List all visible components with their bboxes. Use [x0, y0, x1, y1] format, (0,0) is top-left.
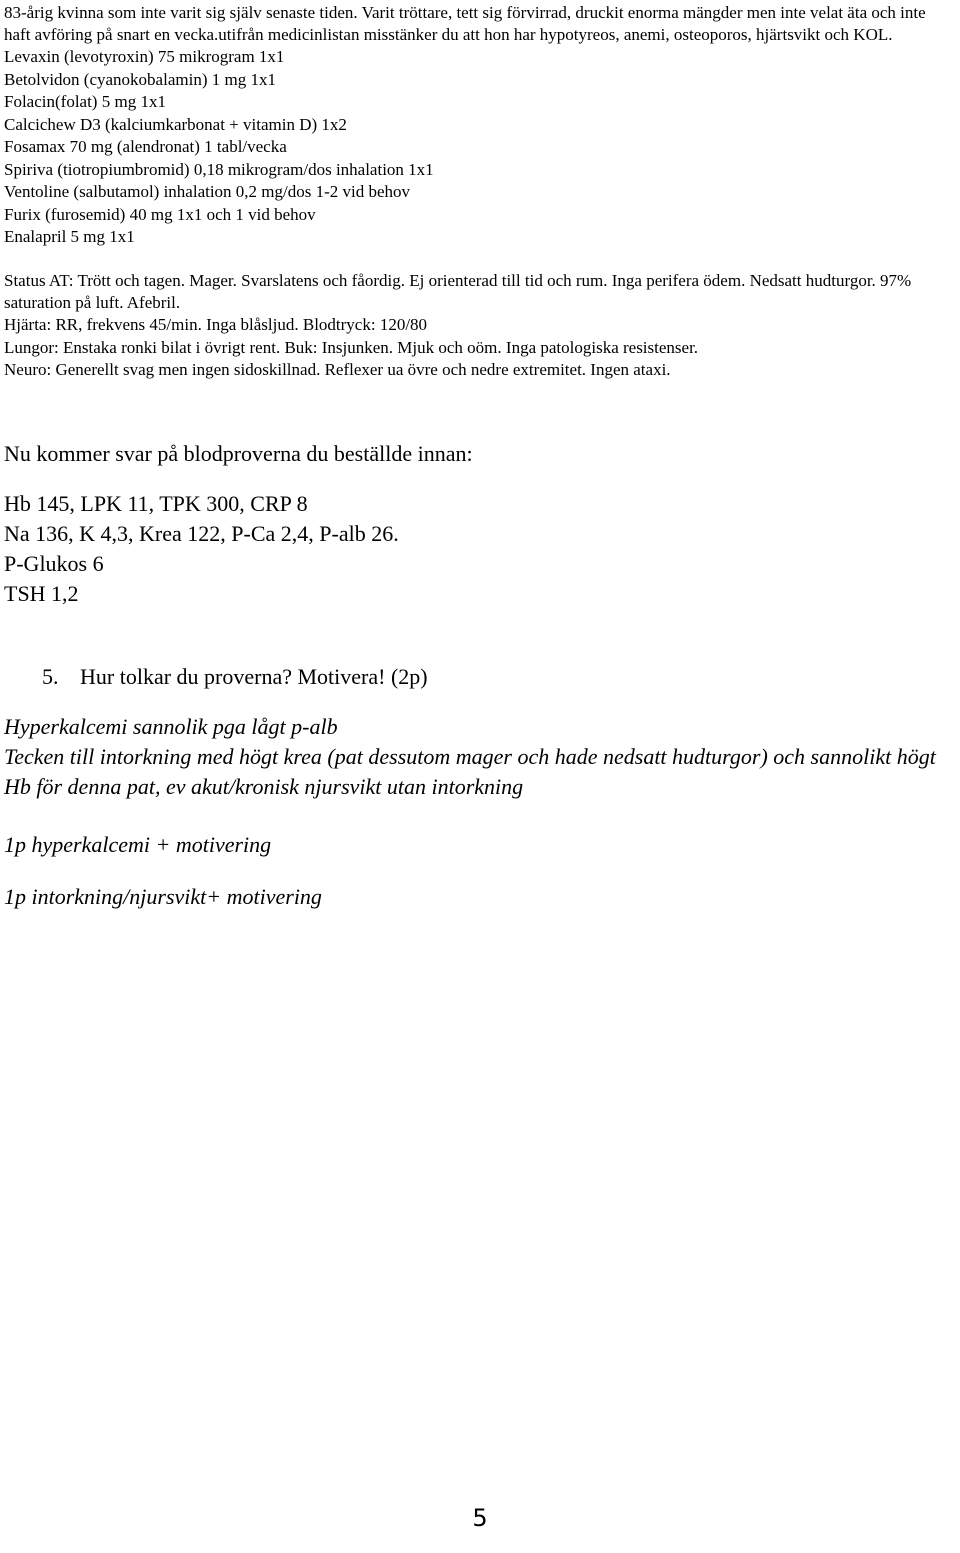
lab-result-line: Hb 145, LPK 11, TPK 300, CRP 8 [4, 490, 308, 516]
lab-result-line: TSH 1,2 [4, 580, 79, 606]
status-neuro: Neuro: Generellt svag men ingen sidoskillnad. Reflexer ua övre och nedre extremitet. Ingen ataxi. [4, 360, 671, 380]
lab-results [4, 489, 956, 609]
grading-line: 1p intorkning/njursvikt+ motivering [4, 883, 322, 909]
grading-section [4, 830, 956, 912]
document-page [4, 0, 956, 912]
lab-result-line: Na 136, K 4,3, Krea 122, P-Ca 2,4, P-alb 26. [4, 520, 399, 546]
status-general: Status AT: Trött och tagen. Mager. Svarslatens och fåordig. Ej orienterad till tid och rum. Inga perifera ödem. Nedsatt hudturgor. 97% saturation på luft. Afebril. [4, 270, 912, 312]
medication-item: Fosamax 70 mg (alendronat) 1 tabl/vecka [4, 137, 287, 156]
results-heading: Nu kommer svar på blodproverna du beställde innan: [4, 440, 473, 466]
answer-line: Hyperkalcemi sannolik pga lågt p-alb [4, 713, 338, 739]
answer-section [4, 712, 956, 802]
medication-item: Calcichew D3 (kalciumkarbonat + vitamin D) 1x2 [4, 114, 347, 134]
medication-item: Furix (furosemid) 40 mg 1x1 och 1 vid behov [4, 204, 316, 224]
medication-item: Levaxin (levotyroxin) 75 mikrogram 1x1 [4, 47, 285, 66]
medication-item: Ventoline (salbutamol) inhalation 0,2 mg/dos 1-2 vid behov [4, 182, 411, 201]
lab-result-line: P-Glukos 6 [4, 550, 104, 576]
status-heart: Hjärta: RR, frekvens 45/min. Inga blåsljud. Blodtryck: 120/80 [4, 315, 428, 335]
medication-item: Spiriva (tiotropiumbromid) 0,18 mikrogram/dos inhalation 1x1 [4, 159, 434, 179]
case-intro: 83-årig kvinna som inte varit sig själv senaste tiden. Varit tröttare, tett sig förvirrad, druckit enorma mängder men inte velat äta och inte haft avföring på snart en vecka.utifrån medicinlistan misstänker du att hon har hypotyreos, anemi, osteoporos, hjärtsvikt och KOL. [4, 3, 926, 44]
question-text: Hur tolkar du proverna? Motivera! (2p) [80, 663, 428, 689]
status-section [4, 270, 956, 382]
answer-line: Tecken till intorkning med högt krea (pat dessutom mager och hade nedsatt hudturgor) och sannolikt högt Hb för denna pat, ev akut/kronisk njursvikt utan intorkning [4, 743, 936, 799]
status-lungs: Lungor: Enstaka ronki bilat i övrigt rent. Buk: Insjunken. Mjuk och oöm. Inga patologiska resistenser. [4, 337, 699, 357]
medication-item: Folacin(folat) 5 mg 1x1 [4, 92, 166, 111]
grading-line: 1p hyperkalcemi + motivering [4, 831, 272, 857]
page-number: 5 [472, 1504, 488, 1532]
medication-item: Enalapril 5 mg 1x1 [4, 227, 135, 246]
medication-item: Betolvidon (cyanokobalamin) 1 mg 1x1 [4, 69, 276, 89]
question-5 [42, 662, 956, 692]
medication-list [4, 46, 956, 249]
question-number: 5. [42, 663, 59, 689]
